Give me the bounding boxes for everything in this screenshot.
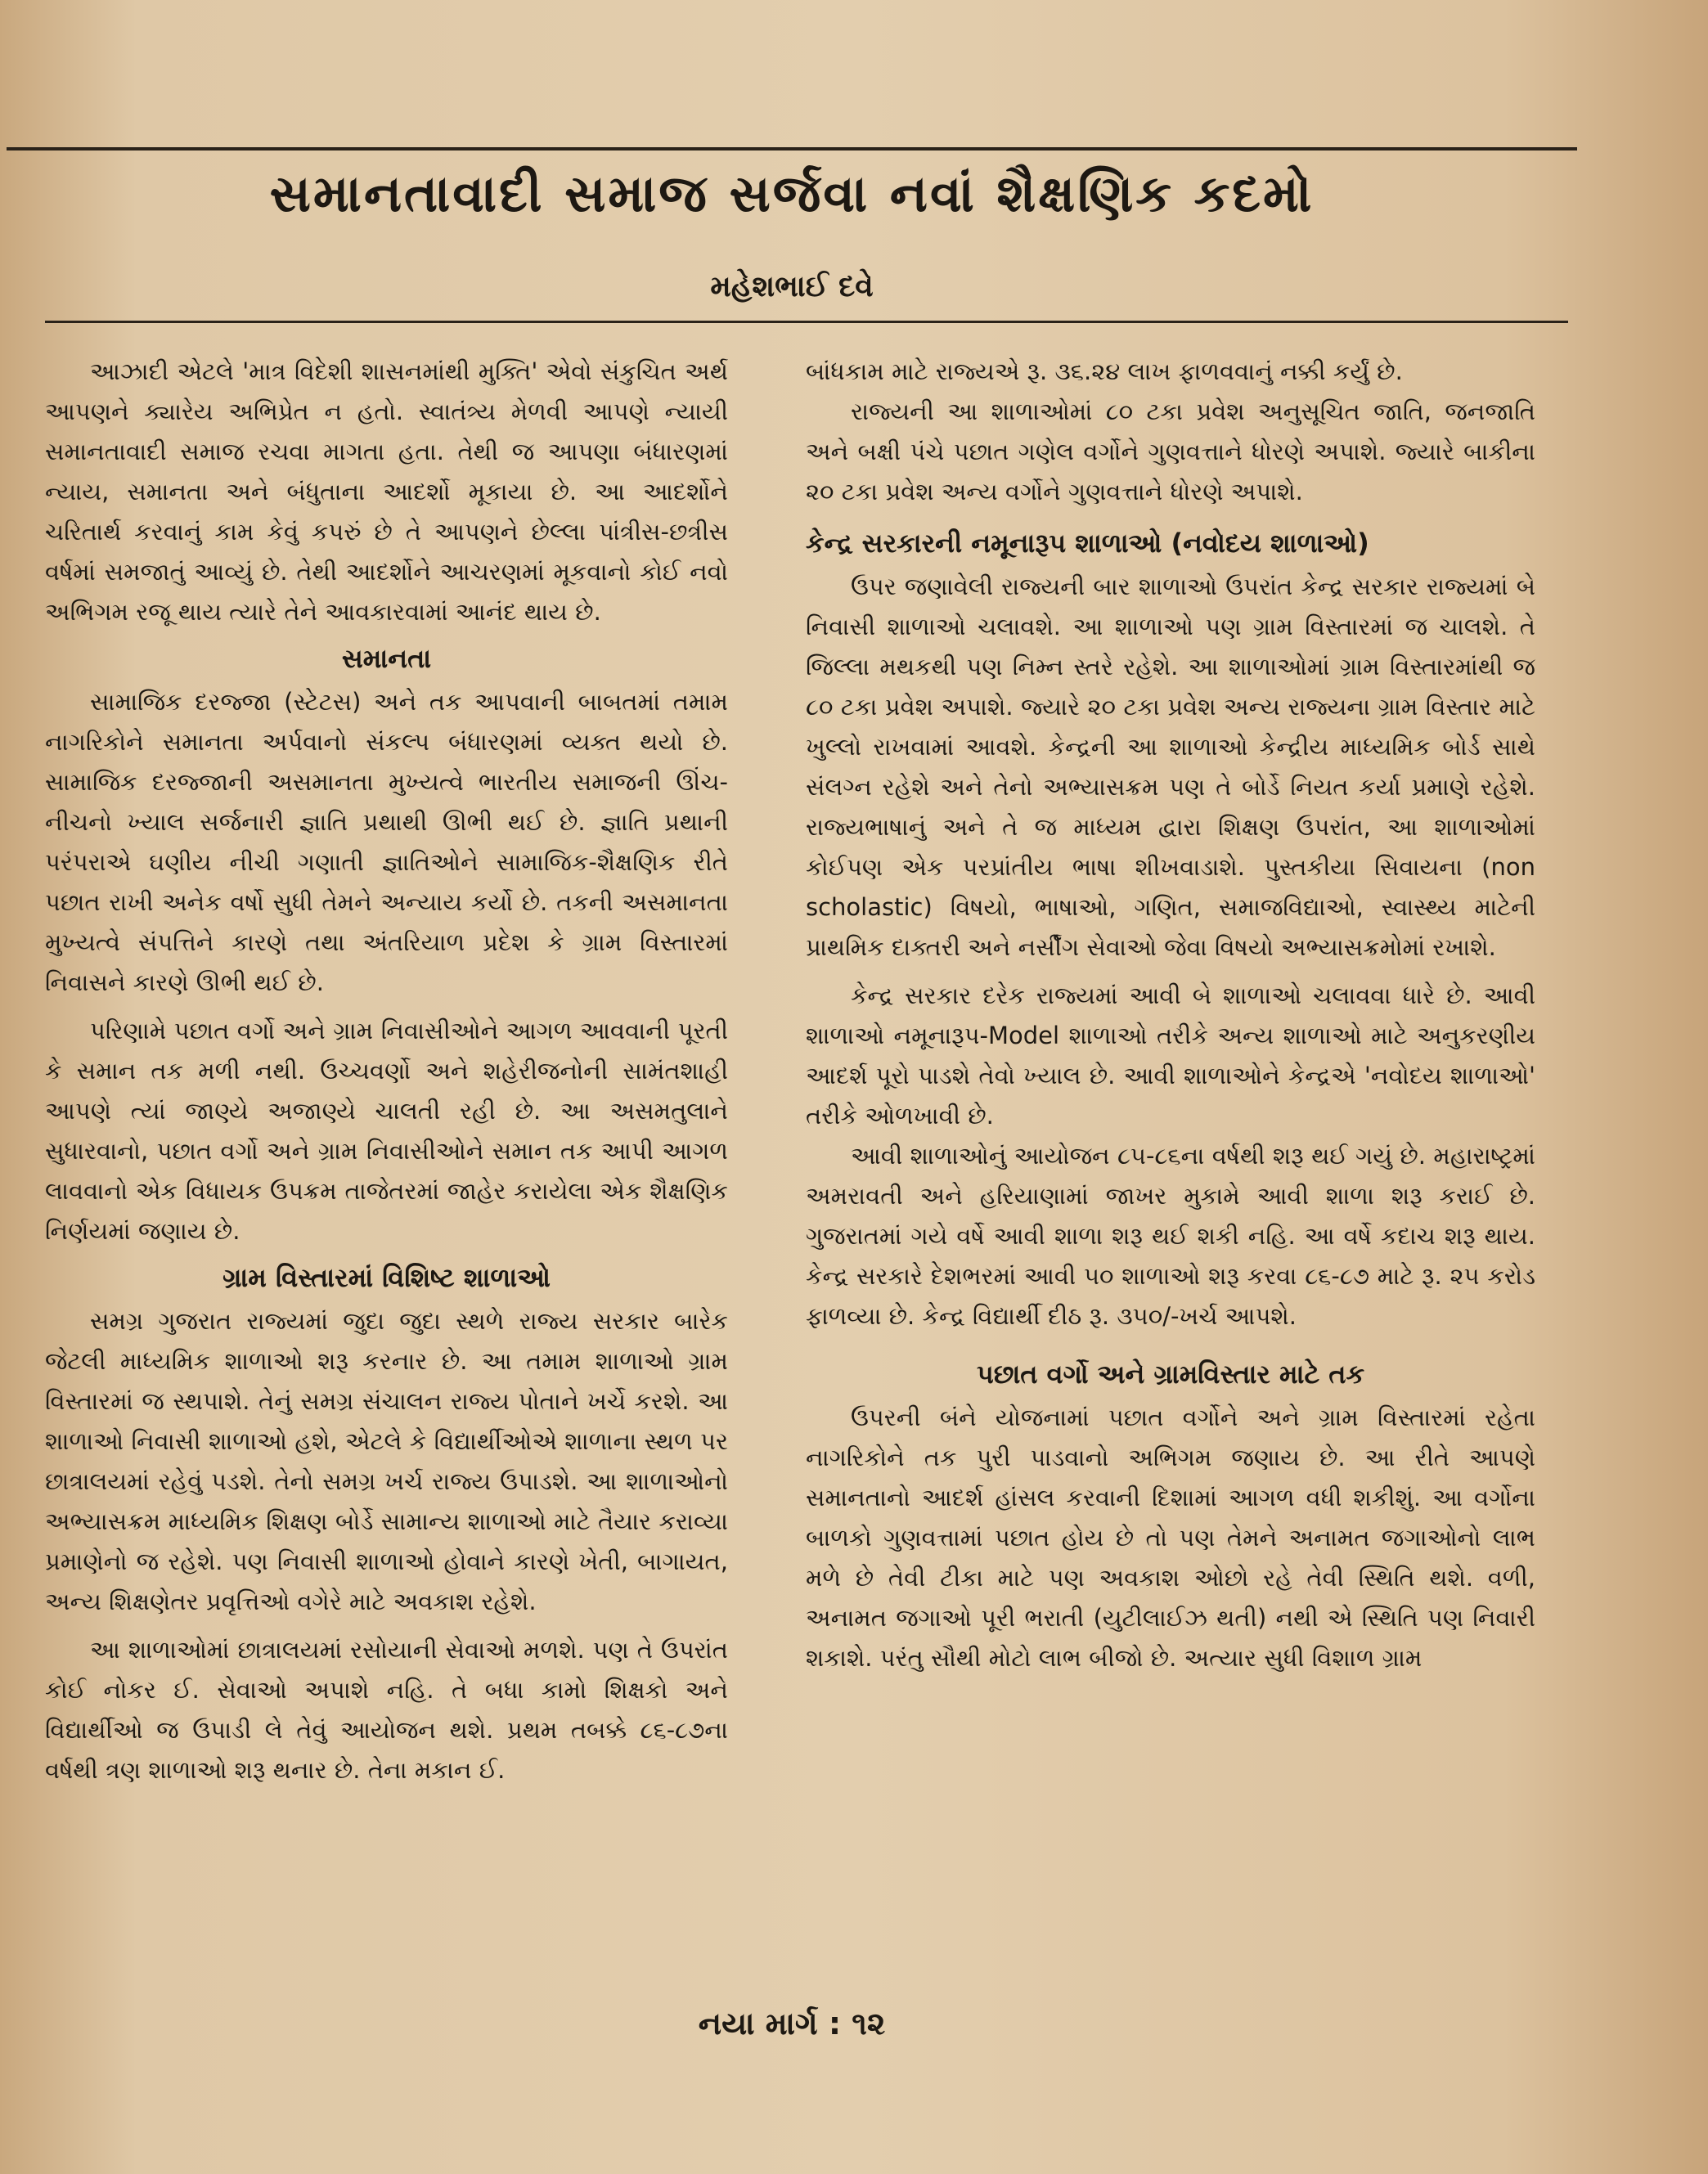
paragraph-gap xyxy=(45,1622,728,1630)
left-column xyxy=(45,352,728,1996)
section-heading-navodaya: કેન્દ્ર સરકારની નમૂનારૂપ શાળાઓ (નવોદય શાળાઓ) xyxy=(806,528,1369,559)
paragraph: સામાજિક દરજ્જા (સ્ટેટસ) અને તક આપવાની બાબતમાં તમામ નાગરિકોને સમાનતા અર્પવાનો સંકલ્પ બંધારણમાં વ્યક્ત થયો છે. સામાજિક દરજ્જાની અસમાનતા મુખ્યત્વે ભારતીય સમાજની ઊંચ-નીચનો ખ્યાલ સર્જનારી જ્ઞાતિ પ્રથાથી ઊભી થઈ છે. જ્ઞાતિ પ્રથાની પરંપરાએ ઘણીય નીચી ગણાતી જ્ઞાતિઓને સામાજિક-શૈક્ષણિક રીતે પછાત રાખી અનેક વર્ષો સુધી તેમને અન્યાય કર્યો છે. તકની અસમાનતા મુખ્યત્વે સંપત્તિને કારણે તથા અંતરિયાળ પ્રદેશ કે ગ્રામ વિસ્તારમાં નિવાસને કારણે ઊભી થઈ છે. xyxy=(45,688,728,996)
top-rule xyxy=(7,147,1577,150)
paragraph: આઝાદી એટલે 'માત્ર વિદેશી શાસનમાંથી મુક્તિ' એવો સંકુચિત અર્થ આપણને ક્યારેય અભિપ્રેત ન હતો. સ્વાતંત્ર્ય મેળવી આપણે ન્યાયી સમાનતાવાદી સમાજ રચવા માગતા હતા. તેથી જ આપણા બંધારણમાં ન્યાય, સમાનતા અને બંધુતાના આદર્શો મૂકાયા છે. આ આદર્શોને ચરિતાર્થ કરવાનું કામ કેવું કપરું છે તે આપણને છેલ્લા પાંત્રીસ-છત્રીસ વર્ષમાં સમજાતું આવ્યું છે. તેથી આદર્શોને આચરણમાં મૂકવાનો કોઈ નવો અભિગમ રજૂ થાય ત્યારે તેને આવકારવામાં આનંદ થાય છે. xyxy=(45,357,728,626)
paragraph: ઉપર જણાવેલી રાજ્યની બાર શાળાઓ ઉપરાંત કેન્દ્ર સરકાર રાજ્યમાં બે નિવાસી શાળાઓ ચલાવશે. આ શાળાઓ પણ ગ્રામ વિસ્તારમાં જ ચાલશે. તે જિલ્લા મથકથી પણ નિમ્ન સ્તરે રહેશે. આ શાળાઓમાં ગ્રામ વિસ્તારમાંથી જ ૮૦ ટકા પ્રવેશ અપાશે. જ્યારે ૨૦ ટકા પ્રવેશ અન્ય રાજ્યના ગ્રામ વિસ્તાર માટે ખુલ્લો રાખવામાં આવશે. કેન્દ્રની આ શાળાઓ કેન્દ્રીય માધ્યમિક બોર્ડ સાથે સંલગ્ન રહેશે અને તેનો અભ્યાસક્રમ પણ તે બોર્ડે નિયત કર્યા પ્રમાણે રહેશે. રાજ્યભાષાનું અને તે જ માધ્યમ દ્વારા શિક્ષણ ઉપરાંત, આ શાળાઓમાં કોઈપણ એક પરપ્રાંતીય ભાષા શીખવાડાશે. પુસ્તકીયા સિવાયના (non scholastic) વિષયો, ભાષાઓ, ગણિત, સમાજવિદ્યાઓ, સ્વાસ્થ્ય માટેની પ્રાથમિક દાક્તરી અને નર્સીંગ સેવાઓ જેવા વિષયો અભ્યાસક્રમોમાં રખાશે. xyxy=(806,573,1535,961)
paragraph: આવી શાળાઓનું આયોજન ૮૫-૮૬ના વર્ષથી શરૂ થઈ ગયું છે. મહારાષ્ટ્રમાં અમરાવતી અને હરિયાણામાં જાખર મુકામે આવી શાળા શરૂ કરાઈ છે. ગુજરાતમાં ગયે વર્ષે આવી શાળા શરૂ થઈ શકી નહિ. આ વર્ષે કદાચ શરૂ થાય. કેન્દ્ર સરકારે દેશભરમાં આવી ૫૦ શાળાઓ શરૂ કરવા ૮૬-૮૭ માટે રૂ. ૨૫ કરોડ ફાળવ્યા છે. કેન્દ્ર વિદ્યાર્થી દીઠ રૂ. ૩૫૦/-ખર્ચ આપશે. xyxy=(806,1142,1535,1330)
paragraph: ઉપરની બંને યોજનામાં પછાત વર્ગોને અને ગ્રામ વિસ્તારમાં રહેતા નાગરિકોને તક પુરી પાડવાનો અભિગમ જણાય છે. આ રીતે આપણે સમાનતાનો આદર્શ હાંસલ કરવાની દિશામાં આગળ વધી શકીશું. આ વર્ગોના બાળકો ગુણવત્તામાં પછાત હોય છે તો પણ તેમને અનામત જગાઓનો લાભ મળે છે તેવી ટીકા માટે પણ અવકાશ ઓછો રહે તેવી સ્થિતિ થશે. વળી, અનામત જગાઓ પૂરી ભરાતી (યુટીલાઈઝ થતી) નથી એ સ્થિતિ પણ નિવારી શકાશે. પરંતુ સૌથી મોટો લાભ બીજો છે. અત્યાર સુધી વિશાળ ગ્રામ xyxy=(806,1404,1535,1672)
paragraph: બાંધકામ માટે રાજ્યએ રૂ. ૩૬.૨૪ લાખ ફાળવવાનું નક્કી કર્યું છે. xyxy=(806,357,1403,385)
page-footer: નયા માર્ગ : ૧૨ xyxy=(698,2006,886,2041)
paragraph: પરિણામે પછાત વર્ગો અને ગ્રામ નિવાસીઓને આગળ આવવાની પૂરતી કે સમાન તક મળી નથી. ઉચ્ચવર્ણો અને શહેરીજનોની સામંતશાહી આપણે ત્યાં જાણ્યે અજાણ્યે ચાલતી રહી છે. આ અસમતુલાને સુધારવાનો, પછાત વર્ગો અને ગ્રામ નિવાસીઓને સમાન તક આપી આગળ લાવવાનો એક વિધાયક ઉપક્રમ તાજેતરમાં જાહેર કરાયેલા એક શૈક્ષણિક નિર્ણયમાં જણાય છે. xyxy=(45,1017,728,1245)
paragraph-gap xyxy=(806,968,1535,976)
paragraph: કેન્દ્ર સરકાર દરેક રાજ્યમાં આવી બે શાળાઓ ચલાવવા ધારે છે. આવી શાળાઓ નમૂનારૂપ-Model શાળાઓ તરીકે અન્ય શાળાઓ માટે અનુકરણીય આદર્શ પૂરો પાડશે તેવો ખ્યાલ છે. આવી શાળાઓને કેન્દ્રએ 'નવોદય શાળાઓ' તરીકે ઓળખાવી છે. xyxy=(806,981,1535,1130)
section-heading-opportunity: પછાત વર્ગો અને ગ્રામવિસ્તાર માટે તક xyxy=(976,1359,1365,1390)
right-column xyxy=(806,352,1535,1996)
paragraph-gap xyxy=(45,1003,728,1011)
paragraph: આ શાળાઓમાં છાત્રાલયમાં રસોયાની સેવાઓ મળશે. પણ તે ઉપરાંત કોઈ નોકર ઈ. સેવાઓ અપાશે નહિ. તે બધા કામો શિક્ષકો અને વિદ્યાર્થીઓ જ ઉપાડી લે તેવું આયોજન થશે. પ્રથમ તબક્કે ૮૬-૮૭ના વર્ષથી ત્રણ શાળાઓ શરૂ થનાર છે. તેના મકાન ઈ. xyxy=(45,1636,728,1784)
article-title: સમાનતાવાદી સમાજ સર્જવા નવાં શૈક્ષણિક કદમો xyxy=(269,164,1315,223)
article-author: મહેશભાઈ દવે xyxy=(710,270,874,303)
paragraph: સમગ્ર ગુજરાત રાજ્યમાં જુદા જુદા સ્થળે રાજ્ય સરકાર બારેક જેટલી માધ્યમિક શાળાઓ શરૂ કરનાર છે. આ તમામ શાળાઓ ગ્રામ વિસ્તારમાં જ સ્થપાશે. તેનું સમગ્ર સંચાલન રાજ્ય પોતાને ખર્ચે કરશે. આ શાળાઓ નિવાસી શાળાઓ હશે, એટલે કે વિદ્યાર્થીઓએ શાળાના સ્થળ પર છાત્રાલયમાં રહેવું પડશે. તેનો સમગ્ર ખર્ચ રાજ્ય ઉપાડશે. આ શાળાઓનો અભ્યાસક્રમ માધ્યમિક શિક્ષણ બોર્ડે સામાન્ય શાળાઓ માટે તૈયાર કરાવ્યા પ્રમાણેનો જ રહેશે. પણ નિવાસી શાળાઓ હોવાને કારણે ખેતી, બાગાયત, અન્ય શિક્ષણેતર પ્રવૃત્તિઓ વગેરે માટે અવકાશ રહેશે. xyxy=(45,1307,728,1615)
header-rule xyxy=(45,321,1568,323)
section-heading-equality: સમાનતા xyxy=(341,643,432,674)
section-heading-rural-schools: ગ્રામ વિસ્તારમાં વિશિષ્ટ શાળાઓ xyxy=(222,1262,551,1293)
paragraph: રાજ્યની આ શાળાઓમાં ૮૦ ટકા પ્રવેશ અનુસૂચિત જાતિ, જનજાતિ અને બક્ષી પંચે પછાત ગણેલ વર્ગોને ગુણવત્તાને ધોરણે અપાશે. જ્યારે બાકીના ૨૦ ટકા પ્રવેશ અન્ય વર્ગોને ગુણવત્તાને ધોરણે અપાશે. xyxy=(806,398,1535,505)
